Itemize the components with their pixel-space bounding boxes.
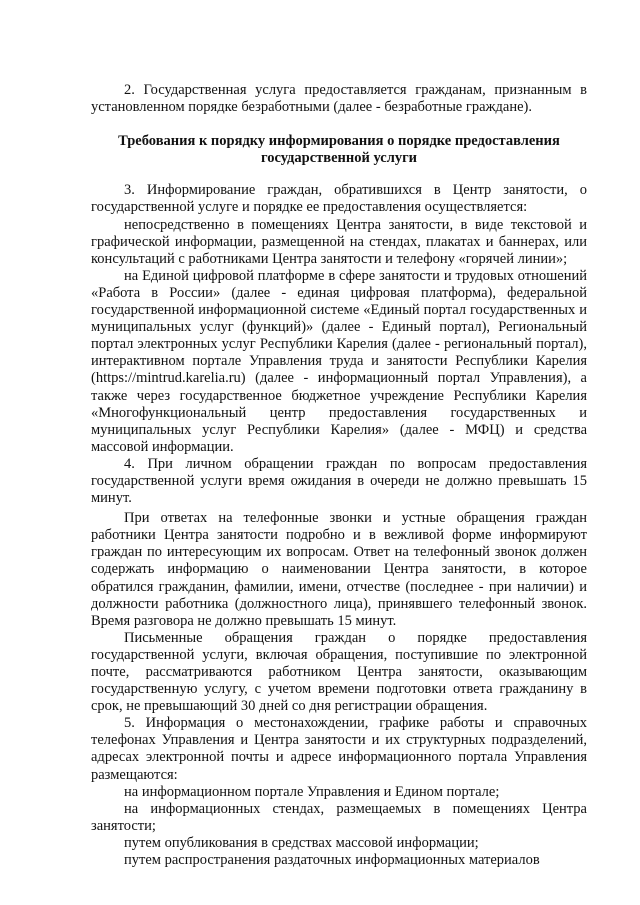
paragraph-5-item-stands: на информационных стендах, размещаемых в помещениях Центра занятости; (91, 800, 587, 834)
paragraph-2: 2. Государственная услуга предоставляется гражданам, признанным в установленном порядке безработными (далее - безработные граждане). (91, 82, 587, 116)
section-heading-line-2: государственной услуги (260, 150, 418, 167)
paragraph-5-item-portal: на информационном портале Управления и Едином портале; (124, 783, 500, 800)
paragraph-phone-answers: При ответах на телефонные звонки и устные обращения граждан работники Центра занятости подробно и в вежливой форме информируют граждан по интересующим их вопросам. Ответ на телефонный звонок должен содержать информацию о наименовании Центра занятости, в которое обратился гражданин, фамилии, имени, отчестве (последнее - при наличии) и должности работника (должностного лица), принявшего телефонный звонок. Время разговора не должно превышать 15 минут. (91, 510, 587, 629)
paragraph-5: 5. Информация о местонахождении, графике работы и справочных телефонах Управления и Центра занятости и их структурных подразделений, адресах электронной почты и адресе информационного портала Управления размещаются: (91, 715, 587, 783)
paragraph-5-item-media: путем опубликования в средствах массовой информации; (124, 834, 479, 851)
paragraph-3-item-premises: непосредственно в помещениях Центра занятости, в виде текстовой и графической информации, размещенной на стендах, плакатах и баннерах, или консультаций с работниками Центра занятости и телефону «горячей линии»; (91, 216, 587, 267)
section-heading-line-1: Требования к порядку информирования о порядке предоставления (118, 133, 560, 150)
paragraph-4: 4. При личном обращении граждан по вопросам предоставления государственной услуги время ожидания в очереди не должно превышать 15 минут. (91, 455, 587, 507)
paragraph-3-item-platforms: на Единой цифровой платформе в сфере занятости и трудовых отношений «Работа в России» (далее - единая цифровая платформа), федеральной государственной информационной системе «Единый портал государственных и муниципальных услуг (функций)» (далее - Единый портал), Региональный портал электронных услуг Республики Карелия (далее - региональный портал), интерактивном портале Управления труда и занятости Республики Карелия (https://mintrud.karelia.ru) (далее - информационный портал Управления), а также через государственное бюджетное учреждение Республики Карелия «Многофункциональный центр предоставления государственных и муниципальных услуг Республики Карелия» (далее - МФЦ) и средства массовой информации. (91, 267, 587, 455)
section-heading (91, 133, 587, 167)
paragraph-5-item-handouts: путем распространения раздаточных информационных материалов (124, 852, 540, 869)
paragraph-written-requests: Письменные обращения граждан о порядке предоставления государственной услуги, включая обращения, поступившие по электронной почте, рассматриваются работником Центра занятости, оказывающим государственную услугу, с учетом времени подготовки ответа гражданину в срок, не превышающий 30 дней со дня регистрации обращения. (91, 629, 587, 715)
document-body (91, 82, 587, 869)
paragraph-3: 3. Информирование граждан, обратившихся в Центр занятости, о государственной услуге и порядке ее предоставления осуществляется: (91, 182, 587, 216)
